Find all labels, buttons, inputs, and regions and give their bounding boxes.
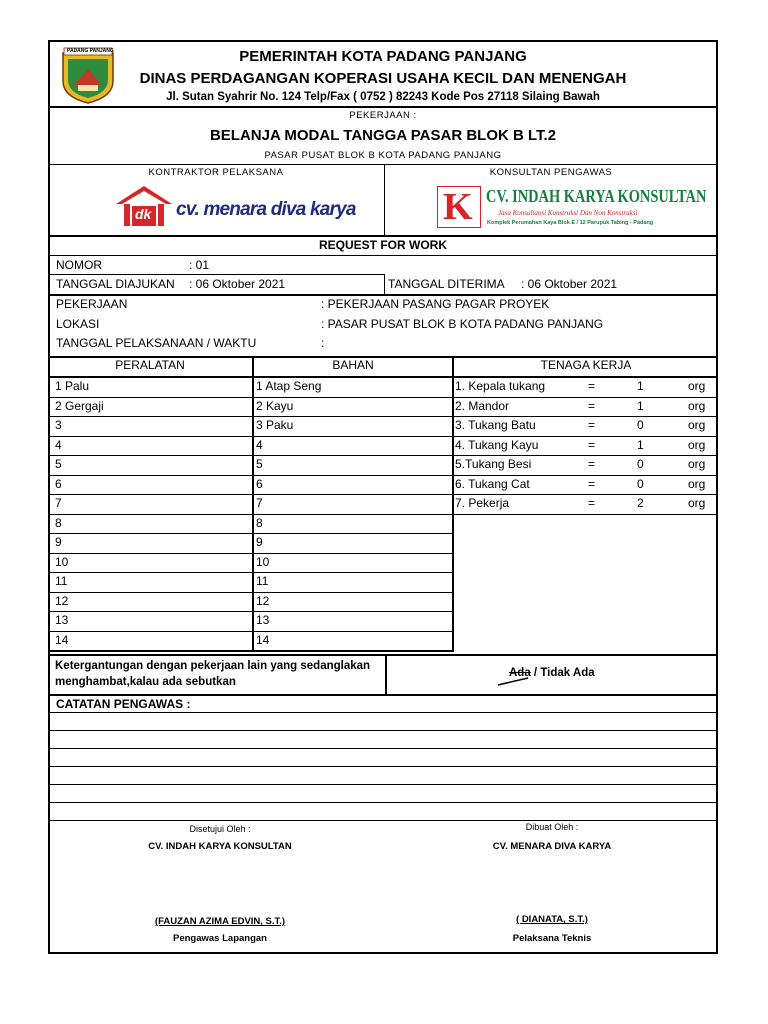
dependency-text-2: menghambat,kalau ada sebutkan <box>55 676 236 688</box>
row-divider <box>48 631 454 632</box>
peralatan-item: 9 <box>55 535 62 549</box>
bahan-item: 13 <box>256 613 270 627</box>
bahan-item: 1 Atap Seng <box>256 379 322 393</box>
notes-line <box>48 820 718 821</box>
divider <box>48 235 718 237</box>
peralatan-item: 5 <box>55 457 62 471</box>
tenaga-qty: 2 <box>637 496 644 510</box>
consultant-label: KONSULTAN PENGAWAS <box>489 167 613 178</box>
option-tidak-ada: / Tidak Ada <box>530 667 595 679</box>
row-divider <box>454 514 718 515</box>
header-line-1: PEMERINTAH KOTA PADANG PANJANG <box>239 48 527 65</box>
bahan-item: 6 <box>256 476 263 491</box>
tenaga-unit: org <box>688 379 706 393</box>
divider <box>48 650 454 652</box>
bahan-item: 12 <box>256 593 270 608</box>
divider <box>452 356 454 651</box>
notes-line <box>48 802 718 803</box>
notes-line <box>48 730 718 731</box>
consultant-logo <box>437 186 481 228</box>
header-line-2: DINAS PERDAGANGAN KOPERASI USAHA KECIL DAN MENENGAH <box>139 70 627 87</box>
tenaga-eq: = <box>588 398 596 413</box>
row-divider <box>48 533 454 534</box>
bahan-item: 14 <box>256 632 270 647</box>
row-divider <box>454 436 718 437</box>
row-divider <box>48 397 454 398</box>
pekerjaan-label: PEKERJAAN <box>56 297 128 311</box>
peralatan-item: 13 <box>55 613 69 627</box>
right-sign-caption: Dibuat Oleh : <box>525 822 579 832</box>
tenaga-qty: 1 <box>637 437 644 452</box>
tenaga-eq: = <box>588 437 596 452</box>
tenaga-unit: org <box>688 496 706 510</box>
divider <box>384 274 385 294</box>
row-divider <box>454 494 718 495</box>
option-ada-struck: Ada <box>509 667 531 679</box>
tenaga-eq: = <box>588 476 596 491</box>
contractor-logo <box>114 184 174 228</box>
col-header-tenaga: TENAGA KERJA <box>540 358 632 372</box>
peralatan-item: 3 <box>55 418 62 432</box>
peralatan-item: 14 <box>55 632 69 647</box>
notes-line <box>48 784 718 785</box>
waktu-label: TANGGAL PELAKSANAAN / WAKTU <box>56 336 257 350</box>
contractor-label: KONTRAKTOR PELAKSANA <box>148 167 284 178</box>
row-divider <box>48 455 454 456</box>
bahan-item: 5 <box>256 457 263 471</box>
waktu-value: : <box>321 336 325 350</box>
row-divider <box>48 514 454 515</box>
tenaga-eq: = <box>588 457 596 471</box>
diajukan-value: : 06 Oktober 2021 <box>189 277 286 291</box>
tenaga-unit: org <box>688 437 706 452</box>
contractor-name: cv. menara diva karya <box>176 199 356 220</box>
bahan-item: 4 <box>256 437 263 452</box>
divider <box>48 294 718 296</box>
divider <box>48 106 718 108</box>
row-divider <box>48 572 454 573</box>
row-divider <box>454 416 718 417</box>
tenaga-unit: org <box>688 457 706 471</box>
row-divider <box>454 455 718 456</box>
row-divider <box>48 611 454 612</box>
row-divider <box>48 416 454 417</box>
col-header-peralatan: PERALATAN <box>115 358 185 372</box>
tenaga-unit: org <box>688 418 706 432</box>
left-sign-role: Pengawas Lapangan <box>173 933 267 944</box>
tenaga-qty: 0 <box>637 418 644 432</box>
col-header-bahan: BAHAN <box>332 358 374 372</box>
nomor-value: : 01 <box>189 258 210 272</box>
divider <box>48 255 718 256</box>
bahan-item: 2 Kayu <box>256 398 294 413</box>
bahan-item: 7 <box>256 496 263 510</box>
left-sign-caption: Disetujui Oleh : <box>189 824 251 834</box>
consultant-address: Komplek Perumahan Kaya Blok E / 12 Parupuk Tabing - Padang <box>487 220 654 226</box>
tenaga-qty: 1 <box>637 379 644 393</box>
divider <box>48 274 384 275</box>
right-sign-name: ( DIANATA, S.T.) <box>516 914 588 925</box>
dependency-text-1: Ketergantungan dengan pekerjaan lain yang sedanglakan <box>55 660 371 672</box>
bahan-item: 9 <box>256 535 263 549</box>
form-title: REQUEST FOR WORK <box>319 238 447 252</box>
tenaga-name: 4. Tukang Kayu <box>455 437 539 452</box>
project-label: PEKERJAAN : <box>349 110 417 121</box>
nomor-label: NOMOR <box>56 258 102 272</box>
tenaga-eq: = <box>588 418 596 432</box>
lokasi-label: LOKASI <box>56 317 100 331</box>
tenaga-name: 2. Mandor <box>455 398 510 413</box>
tenaga-qty: 0 <box>637 476 644 491</box>
right-sign-role: Pelaksana Teknis <box>512 933 592 944</box>
left-sign-company: CV. INDAH KARYA KONSULTAN <box>148 841 292 852</box>
pekerjaan-value: : PEKERJAAN PASANG PAGAR PROYEK <box>321 297 550 311</box>
divider <box>48 654 718 656</box>
peralatan-item: 10 <box>55 554 69 569</box>
tenaga-unit: org <box>688 398 706 413</box>
row-divider <box>48 475 454 476</box>
notes-line <box>48 712 718 713</box>
contractor-logo-text: dk <box>135 206 152 222</box>
tenaga-name: 7. Pekerja <box>455 496 510 510</box>
project-title: BELANJA MODAL TANGGA PASAR BLOK B LT.2 <box>209 127 557 144</box>
tenaga-eq: = <box>588 496 596 510</box>
tenaga-name: 1. Kepala tukang <box>455 379 546 393</box>
tenaga-eq: = <box>588 379 596 393</box>
peralatan-item: 4 <box>55 437 62 452</box>
row-divider <box>454 397 718 398</box>
notes-line <box>48 748 718 749</box>
left-sign-name: (FAUZAN AZIMA EDVIN, S.T.) <box>154 916 286 927</box>
row-divider <box>48 553 454 554</box>
consultant-tagline: Jasa Konsultansi Konstruksi Dan Non Konstruksi <box>498 209 638 217</box>
notes-line <box>48 766 718 767</box>
divider <box>48 164 718 165</box>
row-divider <box>48 494 454 495</box>
divider <box>48 376 718 378</box>
tenaga-unit: org <box>688 476 706 491</box>
bahan-item: 8 <box>256 515 263 530</box>
tenaga-name: 5.Tukang Besi <box>455 457 532 471</box>
peralatan-item: 8 <box>55 515 62 530</box>
peralatan-item: 2 Gergaji <box>55 398 104 413</box>
consultant-logo-text: K <box>443 186 473 228</box>
consultant-name: CV. INDAH KARYA KONSULTAN <box>486 186 707 206</box>
row-divider <box>48 436 454 437</box>
notes-label: CATATAN PENGAWAS : <box>56 697 191 711</box>
peralatan-item: 12 <box>55 593 69 608</box>
diterima-label: TANGGAL DITERIMA <box>388 277 505 291</box>
diajukan-label: TANGGAL DIAJUKAN <box>56 277 175 291</box>
bahan-item: 3 Paku <box>256 418 294 432</box>
divider <box>385 654 387 694</box>
peralatan-item: 7 <box>55 496 62 510</box>
tenaga-name: 3. Tukang Batu <box>455 418 536 432</box>
bahan-item: 11 <box>256 574 269 588</box>
tenaga-qty: 0 <box>637 457 644 471</box>
lokasi-value: : PASAR PUSAT BLOK B KOTA PADANG PANJANG <box>321 317 604 331</box>
row-divider <box>454 475 718 476</box>
peralatan-item: 11 <box>55 574 68 588</box>
emblem-banner-text: PADANG PANJANG <box>67 48 114 54</box>
strike-mark <box>497 673 529 683</box>
bahan-item: 10 <box>256 554 270 569</box>
right-sign-company: CV. MENARA DIVA KARYA <box>492 841 612 852</box>
peralatan-item: 6 <box>55 476 62 491</box>
divider <box>252 356 254 651</box>
project-location: PASAR PUSAT BLOK B KOTA PADANG PANJANG <box>264 150 502 161</box>
tenaga-name: 6. Tukang Cat <box>455 476 530 491</box>
diterima-value: : 06 Oktober 2021 <box>521 277 618 291</box>
row-divider <box>48 592 454 593</box>
divider <box>48 694 718 696</box>
peralatan-item: 1 Palu <box>55 379 90 393</box>
tenaga-qty: 1 <box>637 398 644 413</box>
header-address: Jl. Sutan Syahrir No. 124 Telp/Fax ( 0752 ) 82243 Kode Pos 27118 Silaing Bawah <box>166 91 600 103</box>
